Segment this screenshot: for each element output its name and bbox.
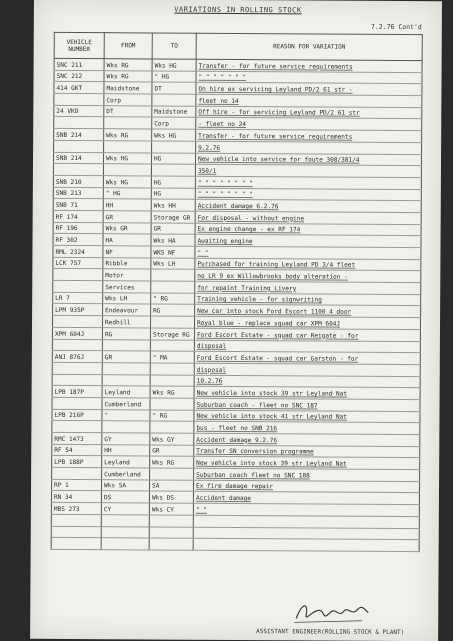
to-cell: " RG	[150, 410, 194, 422]
from-cell: Wks GR	[103, 222, 151, 234]
from-cell: Motor	[103, 269, 151, 281]
from-cell: Ribble	[103, 257, 151, 269]
to-cell	[150, 421, 194, 433]
from-cell: Maidstone	[104, 82, 152, 94]
page-title: VARIATIONS IN ROLLING STOCK	[174, 5, 302, 15]
from-cell: "	[102, 409, 150, 421]
to-cell: RG	[151, 304, 195, 316]
reason-cell: 350/1	[195, 164, 421, 177]
reason-cell: Transfer - for future service requirements	[196, 59, 422, 72]
to-cell: SA	[149, 480, 193, 492]
to-cell: Maidstone	[152, 106, 196, 118]
vehicle-number-cell: 24 VKO	[54, 105, 104, 117]
to-cell: " HG	[152, 71, 196, 83]
table-body	[51, 58, 422, 551]
from-cell	[101, 538, 149, 550]
vehicle-number-cell	[52, 467, 102, 479]
to-cell: Corp	[152, 117, 196, 129]
vehicle-number-cell: RML 2324	[53, 245, 103, 257]
to-cell: Storage RG	[150, 328, 194, 340]
reason-cell: for repaint Training Livery	[195, 281, 421, 294]
to-cell: Wks RG	[150, 456, 194, 468]
vehicle-number-cell	[51, 514, 101, 526]
vehicle-number-cell: XPM 604J	[52, 327, 102, 339]
from-cell	[104, 117, 152, 129]
from-cell	[101, 526, 149, 538]
reason-cell: Ford Escort Estate - squad car Garston - for	[194, 351, 420, 364]
reason-cell: Awaiting engine	[195, 235, 421, 248]
to-cell: Wks GY	[150, 433, 194, 445]
continuation-date: 7.2.76 Cont'd	[370, 22, 422, 32]
vehicle-number-cell: SNC 212	[54, 70, 104, 82]
vehicle-number-cell: SNB 214	[54, 129, 104, 141]
to-cell: Storage GR	[151, 211, 195, 223]
header-from: FROM	[104, 33, 152, 59]
to-cell	[151, 281, 195, 293]
reason-cell: New car into stock Ford Escort 1100 4 door	[195, 305, 421, 318]
reason-cell: New vehicle into stock 41 str Leyland Nat	[194, 410, 420, 423]
reason-cell: On hire ex servicing Leyland PD/2 61 str -	[196, 83, 422, 96]
vehicle-number-cell: SNB 210	[53, 175, 103, 187]
table-row	[51, 538, 419, 552]
vehicle-number-cell	[52, 339, 102, 351]
reason-cell: New vehicle into service for foute 308/381/4	[195, 153, 421, 166]
to-cell	[150, 468, 194, 480]
vehicle-number-cell	[54, 140, 104, 152]
from-cell: HH	[103, 199, 151, 211]
document-page	[30, 0, 442, 641]
header-to: TO	[152, 33, 196, 59]
reason-cell	[193, 538, 419, 551]
reason-cell: For disposal - without engine	[195, 211, 421, 224]
reason-cell: Accident damage 6.2.76	[195, 199, 421, 212]
reason-cell: " " " " " " " "	[195, 176, 421, 189]
to-cell	[151, 269, 195, 281]
from-cell: Wks RG	[104, 129, 152, 141]
to-cell: " MA	[150, 351, 194, 363]
from-cell	[101, 514, 149, 526]
to-cell: " RG	[151, 293, 195, 305]
to-cell: Wks LH	[151, 258, 195, 270]
reason-cell: Accident damage 9.2.76	[194, 433, 420, 446]
to-cell	[150, 398, 194, 410]
from-cell: HA	[103, 234, 151, 246]
reason-cell: " "	[195, 246, 421, 259]
to-cell: GR	[150, 445, 194, 457]
vehicle-number-cell: RN 34	[51, 491, 101, 503]
to-cell: WKS NF	[151, 246, 195, 258]
to-cell: Wks HH	[151, 199, 195, 211]
from-cell	[102, 421, 150, 433]
from-cell: HH	[102, 444, 150, 456]
reason-cell: Off hire - for servicing Leyland PD/2 61 str	[196, 106, 422, 119]
from-cell: Cumberland	[102, 398, 150, 410]
from-cell: Cumberland	[102, 468, 150, 480]
vehicle-number-cell: LCK 757	[53, 257, 103, 269]
from-cell: Wks RG	[104, 70, 152, 82]
from-cell: GY	[102, 433, 150, 445]
reason-cell: " " " " " " "	[196, 71, 422, 84]
to-cell	[150, 339, 194, 351]
vehicle-number-cell: LPM 935P	[53, 304, 103, 316]
from-cell	[104, 140, 152, 152]
to-cell: Wks HA	[151, 234, 195, 246]
vehicle-number-cell: SNB 214	[53, 152, 103, 164]
vehicle-number-cell: RF 196	[53, 222, 103, 234]
to-cell	[152, 141, 196, 153]
reason-cell: Ex engine change - ex RF 174	[195, 223, 421, 236]
reason-cell: Ex fire damage repair	[193, 480, 419, 493]
from-cell: Leyland	[102, 456, 150, 468]
to-cell: GR	[151, 223, 195, 235]
from-cell: Wks SA	[101, 479, 149, 491]
vehicle-number-cell: LR 7	[53, 292, 103, 304]
to-cell: DT	[152, 82, 196, 94]
vehicle-number-cell: RMC 1473	[52, 432, 102, 444]
variations-table	[51, 32, 423, 552]
reason-cell: bus - fleet no SNB 216	[194, 422, 420, 435]
reason-cell: Purchased for training Leyland PD 3/4 fleet	[195, 258, 421, 271]
vehicle-number-cell: RF 54	[52, 444, 102, 456]
reason-cell: Training vehicle - for signwriting	[195, 293, 421, 306]
vehicle-number-cell	[51, 538, 101, 550]
from-cell: CY	[101, 503, 149, 515]
vehicle-number-cell: LPB 216P	[52, 409, 102, 421]
to-cell: Wks CY	[149, 503, 193, 515]
to-cell: HG	[151, 188, 195, 200]
reason-cell: New vehicle into stock 39 str Leyland Nat	[194, 457, 420, 470]
from-cell: GR	[102, 351, 150, 363]
reason-cell: Suburban coach fleet no SNC 188	[194, 468, 420, 481]
vehicle-number-cell: SNC 211	[54, 58, 104, 70]
reason-cell: Transfer - for future service requirements	[196, 129, 422, 142]
to-cell	[149, 538, 193, 550]
from-cell: DT	[104, 105, 152, 117]
signature	[292, 598, 370, 626]
vehicle-number-cell	[53, 164, 103, 176]
vehicle-number-cell	[52, 421, 102, 433]
vehicle-number-cell: ANJ 876J	[52, 351, 102, 363]
reason-cell: Royal blue - replace squad car XPM 604J	[194, 316, 420, 329]
to-cell	[150, 363, 194, 375]
to-cell: HG	[151, 152, 195, 164]
to-cell: Wks DS	[149, 491, 193, 503]
vehicle-number-cell: 414 GKT	[54, 82, 104, 94]
to-cell: HG	[151, 176, 195, 188]
to-cell: Wks HG	[152, 59, 196, 71]
from-cell	[102, 339, 150, 351]
from-cell	[103, 164, 151, 176]
reason-cell: Accident damage	[193, 492, 419, 505]
vehicle-number-cell: RF 174	[53, 210, 103, 222]
to-cell: Wks HG	[152, 129, 196, 141]
from-cell: Wks LH	[103, 292, 151, 304]
from-cell: Services	[103, 281, 151, 293]
to-cell: Wks RG	[150, 386, 194, 398]
table-header-row	[54, 32, 422, 60]
vehicle-number-cell	[51, 526, 101, 538]
reason-cell: Transfer SN conversion programme	[194, 445, 420, 458]
vehicle-number-cell: SNB 213	[53, 187, 103, 199]
vehicle-number-cell: LPB 188P	[52, 456, 102, 468]
from-cell: Wks RG	[104, 59, 152, 71]
vehicle-number-cell: SNB 71	[53, 199, 103, 211]
vehicle-number-cell	[54, 117, 104, 129]
reason-cell: Ford Escort Estate - squad car Reigate - for	[194, 328, 420, 341]
from-cell	[102, 363, 150, 375]
reason-cell: " "	[193, 503, 419, 516]
to-cell	[150, 316, 194, 328]
to-cell	[151, 164, 195, 176]
vehicle-number-cell: RF 302	[53, 234, 103, 246]
from-cell: Endeavour	[103, 304, 151, 316]
vehicle-number-cell	[53, 269, 103, 281]
vehicle-number-cell	[52, 315, 102, 327]
reason-cell: disposal	[194, 340, 420, 353]
footer-signatory: ASSISTANT ENGINEER(ROLLING STOCK & PLANT)	[256, 628, 405, 637]
from-cell: DS	[101, 491, 149, 503]
vehicle-number-cell	[52, 397, 102, 409]
from-cell: Wks HG	[103, 176, 151, 188]
reason-cell: Suburban coach - fleet no SNC 187	[194, 398, 420, 411]
vehicle-number-cell	[52, 374, 102, 386]
vehicle-number-cell	[54, 93, 104, 105]
vehicle-number-cell	[52, 362, 102, 374]
reason-cell: " " " " " " " "	[195, 188, 421, 201]
to-cell	[149, 526, 193, 538]
reason-cell: New vehicle into stock 39 str Leyland Nat	[194, 386, 420, 399]
from-cell: NF	[103, 246, 151, 258]
reason-cell: - fleet no 24	[196, 118, 422, 131]
reason-cell: fleet no 14	[196, 94, 422, 107]
vehicle-number-cell: MBS 273	[51, 502, 101, 514]
from-cell: Redhill	[102, 316, 150, 328]
vehicle-number-cell: LPB 187P	[52, 386, 102, 398]
vehicle-number-cell: RP 1	[51, 479, 101, 491]
to-cell	[150, 375, 194, 387]
reason-cell: no LR 9 ex Willowbrooks body alteration -	[195, 270, 421, 283]
reason-cell: 10.2.76	[194, 375, 420, 388]
from-cell	[102, 374, 150, 386]
vehicle-number-cell	[53, 280, 103, 292]
from-cell: " HG	[103, 187, 151, 199]
to-cell	[149, 515, 193, 527]
reason-cell: disposal	[194, 363, 420, 376]
from-cell: Leyland	[102, 386, 150, 398]
from-cell: RG	[102, 327, 150, 339]
to-cell	[152, 94, 196, 106]
from-cell: Wks HG	[103, 152, 151, 164]
header-vehicle-number: VEHICLE NUMBER	[54, 32, 104, 58]
from-cell: GR	[103, 211, 151, 223]
reason-cell: 9.2.76	[196, 141, 422, 154]
from-cell: Corp	[104, 94, 152, 106]
header-reason: REASON FOR VARIATION	[196, 33, 422, 60]
